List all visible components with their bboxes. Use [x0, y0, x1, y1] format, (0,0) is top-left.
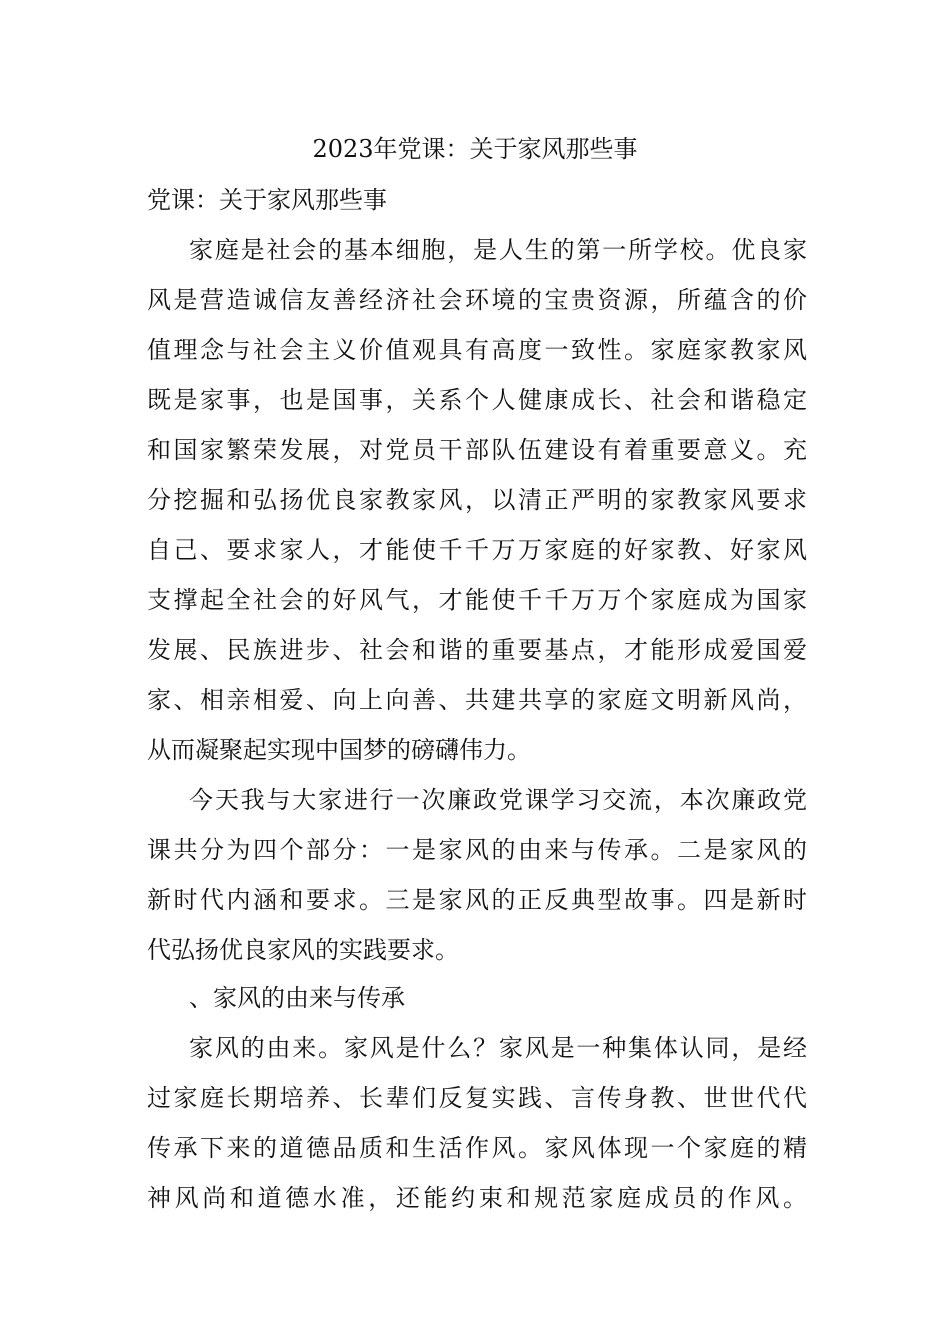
document-subtitle: 党课：关于家风那些事: [147, 186, 387, 214]
paragraph-line: 家、相亲相爱、向上向善、共建共享的家庭文明新风尚，: [147, 686, 807, 714]
paragraph-origin: [147, 1023, 807, 1223]
paragraph-line: 课共分为四个部分：一是家风的由来与传承。二是家风的: [147, 836, 807, 864]
paragraph-intro: [147, 225, 807, 775]
paragraph-line: 和国家繁荣发展，对党员干部队伍建设有着重要意义。充: [147, 436, 807, 464]
paragraph-line: 既是家事，也是国事，关系个人健康成长、社会和谐稳定: [147, 386, 807, 414]
paragraph-outline: [147, 775, 807, 975]
section-heading: 、家风的由来与传承: [189, 984, 405, 1012]
paragraph-line: 家庭是社会的基本细胞，是人生的第一所学校。优良家: [189, 236, 807, 264]
paragraph-line: 代弘扬优良家风的实践要求。: [147, 936, 459, 964]
paragraph-line: 家风的由来。家风是什么？家风是一种集体认同，是经: [189, 1034, 807, 1062]
paragraph-line: 值理念与社会主义价值观具有高度一致性。家庭家教家风: [147, 336, 807, 364]
paragraph-line: 神风尚和道德水准，还能约束和规范家庭成员的作风。: [147, 1184, 807, 1212]
paragraph-line: 今天我与大家进行一次廉政党课学习交流，本次廉政党: [189, 786, 807, 814]
paragraph-line: 风是营造诚信友善经济社会环境的宝贵资源，所蕴含的价: [147, 286, 807, 314]
paragraph-line: 自己、要求家人，才能使千千万万家庭的好家教、好家风: [147, 536, 807, 564]
paragraph-line: 过家庭长期培养、长辈们反复实践、言传身教、世世代代: [147, 1084, 807, 1112]
paragraph-line: 新时代内涵和要求。三是家风的正反典型故事。四是新时: [147, 886, 807, 914]
paragraph-line: 从而凝聚起实现中国梦的磅礴伟力。: [147, 736, 531, 764]
document-title: 2023年党课：关于家风那些事: [312, 135, 638, 163]
paragraph-line: 发展、民族进步、社会和谐的重要基点，才能形成爱国爱: [147, 636, 807, 664]
paragraph-line: 分挖掘和弘扬优良家教家风，以清正严明的家教家风要求: [147, 486, 807, 514]
paragraph-line: 传承下来的道德品质和生活作风。家风体现一个家庭的精: [147, 1134, 807, 1162]
paragraph-line: 支撑起全社会的好风气，才能使千千万万个家庭成为国家: [147, 586, 807, 614]
